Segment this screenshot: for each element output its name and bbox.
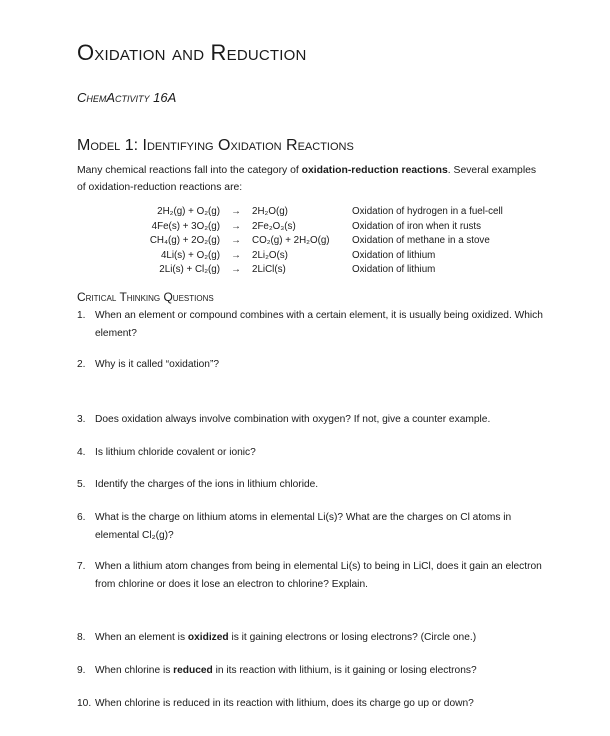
question-text: When an element or compound combines with a certain element, it is usually being oxidized. Which element? bbox=[95, 310, 543, 339]
question-text-pre: When chlorine is bbox=[95, 665, 174, 676]
arrow-icon: → bbox=[231, 264, 241, 275]
question-1 bbox=[77, 307, 547, 342]
reaction-row bbox=[96, 205, 503, 220]
products: 2LiCl(s) bbox=[252, 264, 286, 275]
question-text: When a lithium atom changes from being in elemental Li(s) to being in LiCl, does it gain an electron from chlorine or does it lose an electron to chlorine? Explain. bbox=[95, 561, 542, 590]
question-text-pre: When an element is bbox=[95, 632, 188, 643]
question-text: Does oxidation always involve combination with oxygen? If not, give a counter example. bbox=[95, 414, 491, 425]
intro-text-1: Many chemical reactions fall into the category of bbox=[77, 165, 302, 176]
arrow-icon: → bbox=[231, 249, 241, 261]
question-text: When chlorine is reduced in its reaction with lithium, does its charge go up or down? bbox=[95, 698, 474, 709]
reaction-row bbox=[96, 234, 503, 249]
reaction-row bbox=[96, 249, 503, 264]
question-number: 10. bbox=[77, 698, 92, 709]
products: 2Li₂O(s) bbox=[252, 249, 288, 261]
section-heading: Critical Thinking Questions bbox=[77, 290, 214, 304]
activity-subtitle: ChemActivity 16A bbox=[77, 90, 177, 105]
question-text-post: in its reaction with lithium, is it gaining or losing electrons? bbox=[212, 665, 477, 676]
question-number: 6. bbox=[77, 512, 86, 523]
question-4 bbox=[77, 444, 547, 462]
reaction-row bbox=[96, 263, 503, 278]
reaction-description: Oxidation of hydrogen in a fuel-cell bbox=[352, 206, 503, 217]
question-number: 7. bbox=[77, 561, 86, 572]
intro-bold-term: oxidation-reduction reactions bbox=[301, 165, 448, 176]
reactants: CH₄(g) + 2O₂(g) bbox=[149, 235, 220, 246]
reaction-description: Oxidation of iron when it rusts bbox=[352, 220, 482, 232]
question-number: 2. bbox=[77, 359, 86, 370]
question-text bbox=[95, 629, 547, 647]
question-text bbox=[95, 662, 547, 680]
arrow-icon: → bbox=[231, 220, 241, 232]
question-number: 1. bbox=[77, 310, 86, 321]
question-text: Identify the charges of the ions in lithium chloride. bbox=[95, 479, 319, 490]
question-text-post: is it gaining electrons or losing electrons? (Circle one.) bbox=[228, 632, 477, 643]
arrow-icon: → bbox=[231, 206, 241, 217]
question-bold-term: oxidized bbox=[187, 632, 229, 643]
reaction-description: Oxidation of lithium bbox=[352, 264, 436, 275]
question-bold-term: reduced bbox=[173, 665, 213, 676]
question-9 bbox=[77, 662, 547, 680]
reaction-description: Oxidation of methane in a stove bbox=[352, 235, 490, 246]
reactants: 4Fe(s) + 3O₂(g) bbox=[151, 220, 220, 232]
question-text: Is lithium chloride covalent or ionic? bbox=[95, 447, 256, 458]
question-number: 8. bbox=[77, 632, 86, 643]
model-heading: Model 1: Identifying Oxidation Reactions bbox=[77, 137, 354, 154]
reactants: 2H₂(g) + O₂(g) bbox=[157, 206, 220, 217]
question-number: 4. bbox=[77, 447, 86, 458]
reaction-row bbox=[96, 220, 503, 235]
products: 2Fe₂O₃(s) bbox=[252, 220, 296, 232]
intro-text-2: . Several examples of oxidation-reduction reactions are: bbox=[77, 165, 537, 193]
arrow-icon: → bbox=[231, 235, 241, 246]
question-7 bbox=[77, 558, 547, 593]
question-number: 9. bbox=[77, 665, 86, 676]
reaction-description: Oxidation of lithium bbox=[352, 249, 436, 261]
question-10 bbox=[77, 695, 547, 713]
question-number: 3. bbox=[77, 414, 86, 425]
reaction-list bbox=[96, 205, 503, 278]
products: CO₂(g) + 2H₂O(g) bbox=[252, 235, 330, 246]
products: 2H₂O(g) bbox=[252, 206, 288, 217]
question-6 bbox=[77, 509, 547, 544]
question-5 bbox=[77, 476, 547, 494]
question-3 bbox=[77, 411, 547, 429]
question-8 bbox=[77, 629, 547, 647]
question-2 bbox=[77, 356, 547, 374]
question-text: Why is it called “oxidation”? bbox=[95, 359, 219, 370]
reactants: 4Li(s) + O₂(g) bbox=[160, 249, 220, 261]
reactants: 2Li(s) + Cl₂(g) bbox=[159, 264, 220, 275]
question-text: What is the charge on lithium atoms in elemental Li(s)? What are the charges on Cl atoms in elemental Cl₂(g)? bbox=[95, 512, 512, 541]
intro-paragraph bbox=[77, 162, 547, 196]
question-number: 5. bbox=[77, 479, 86, 490]
page-title: Oxidation and Reduction bbox=[77, 40, 307, 65]
